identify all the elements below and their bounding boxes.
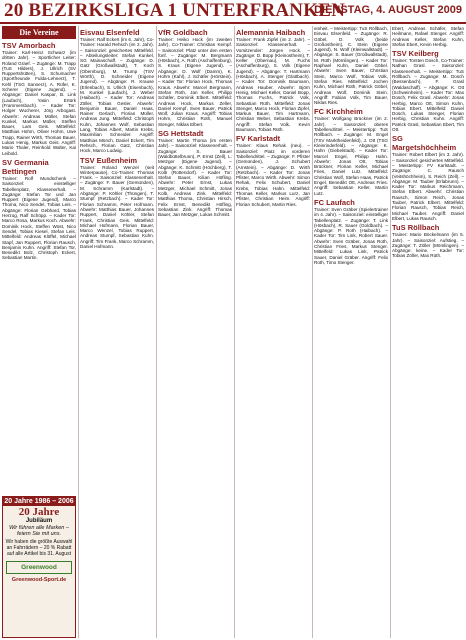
- ad-logo: Greenwood: [6, 561, 72, 574]
- club-roster: Ebert, Andreas Schäfer, Stefan Heilmann, Rafael Stenger. Angriff: Andreas Keller, Stefan Kuhn, Stefan Ebert, Kevin Herbig.: [392, 26, 464, 47]
- column-divider: [234, 26, 235, 638]
- column-divider: [390, 26, 391, 638]
- ad-slogan: Wir führen alle Marken – feiern Sie mit uns.: [9, 525, 69, 537]
- article-columns: [2, 26, 464, 638]
- ad-anniversary: Jubiläum: [25, 518, 53, 524]
- club-heading: FC Laufach: [314, 197, 355, 207]
- club-roster: Trainer: Rolf Mundschenk – Saisonziel: einstelliger Tabellenplatz, Klassenerhalt. – Zugänge: Stefan Tor und Jan Ruppert (Eigene Jugend), Marco Thoma, Nico Sendel, Tobias Leis. – Abgänge: Florian Gebhard, Tobias Herzog, Ralf Schöpp. – Kader Tor: Marco Rosa, Markus Koch. Abwehr: Dominik Hock, Steffen Wüst, Nico Sendel, Tobias Kiesel, Stefan Leis. Mittelfeld: Andreas Klöffel, Michael Stapf, Jan Ruppert, Florian Rausch, Benjamin Kuhn. Angriff: Stefan Tor, Benedikt Bolz, Christoph Eckert, Sebastian Martin.: [2, 175, 76, 261]
- column-1: [2, 26, 76, 638]
- club-heading: TSV Amorbach: [2, 41, 56, 50]
- club-heading: VfR Goldbach: [158, 28, 208, 37]
- club-heading: SV Germania Bettingen: [2, 157, 49, 176]
- club-heading: TSV Eußenheim: [80, 155, 138, 165]
- club-roster: Trainer: Ralf Eckert (im 6. Jahr), Co-Trainer: Harald Rehsch (im 2. Jahr). – Saisonziel: gesichertes Mittelfeld. – Abteilungsleiter: Stefan Kunkel, SG Mainaschaff. – Zugänge: D. Gatz (Großwallstadt), T. Koch (Obernburg), M. Trump (TSV Wörth), D. Schneider (Eigene Jugend). – Abgänge: R. Krause (Erlenbach), S. Ullrich (Eisenbach), M. Kunkel (Laufach), J. Weber (Haibach). – Kader Tor: Andreas Zöller, Tobias Gesler. Abwehr: Benjamin Bauer, Daniel Haas, Rainer Gerlach, Florian Müller, Andreas Jung. Mittelfeld: Christoph Kuhn, Johannes Wolf, Sebastian Lang, Tobias Albert, Martin Krebs, Maximilian Schneider. Angriff: Matthias Münch, Daniel Eckert, Tim Rehsch, Florian Gatz, Christian Hock, Marco Ludwig.: [80, 37, 154, 154]
- club-roster: Trainer: Klaus Rehak (neu). – Saisonziel: Platz im vorderen Tabellendrittel. – Zugänge: F. Pfister (Gemünden), J. Schubert (Arnstein). – Abgänge: D. Wirth (Retzbach). – Kader Tor: Jonas Pfister, Marco Wirth. Abwehr: Simon Rehak, Felix Schubert, Daniel Krebs, Tobias Hahn. Mittelfeld: Thomas Keller, Markus Lurz, Jan Pfister, Christian Heim. Angriff: Florian Schubert, Martin Ries.: [236, 143, 310, 207]
- column-3: [158, 26, 232, 638]
- club-heading: SG Margetshöchheim: [392, 134, 457, 153]
- section-kicker: Die Vereine: [2, 26, 76, 39]
- club-roster: einheit. – Meistertipp: TuS Röllbach, Eisvau Elsenfeld. – Zugänge: R. Göbel, D. Volk (beide Großostheim), C. Stein (Eigene Jugend), N. Wolf (Kleinwallstadt). – Abgänge: S. Bauer (Großwallstadt), M. Rüth (Mömlingen). – Kader Tor: Raphael Kuhn, Daniel Göbel. Abwehr: Sven Bauer, Christian Stein, Marco Wolf, Tobias Volk, Stefan Ries. Mittelfeld: Jochen Kuhn, Michael Rüth, Patrick Göbel, Andreas Wolf, Dominik Stein. Angriff: Fabian Volk, Tim Bauer, Niklas Ries.: [314, 26, 388, 106]
- ad-url[interactable]: Greenwood-Sport.de: [11, 577, 67, 583]
- club-heading: Eisvau Elsenfeld: [80, 28, 140, 37]
- club-roster: Trainer: Torsten Dosch, Co-Trainer: Nathan Grasl. – Saisonziel: Klassenerhalt. – Meistertipp: TuS Röllbach. – Zugänge: M. Dosch (Bessenbach), F. Grasl (Waldaschaff). – Abgänge: K. Ott (Schweinheim). – Kader Tor: Max Dosch, Felix Grasl. Abwehr: Jonas Herbig, Marco Ott, Simon Kuhn, Tobias Ebert. Mittelfeld: Daniel Dosch, Lukas Stenger, Florian Herbig, Christian Kuhn. Angriff: Patrick Grasl, Sebastian Ebert, Tim Ott.: [392, 58, 464, 133]
- issue-date: DIENSTAG, 4. AUGUST 2009: [314, 4, 462, 16]
- column-5: [314, 26, 388, 638]
- club-roster: Trainer: Wolfgang Brückner (im 2. Jahr). – Saisonziel: oberes Tabellendrittel. – Meistertipp: TuS Röllbach. – Zugänge: M. Engel (TSV Marktheidenfeld), J. Ott (TSG Kleinrinderfeld). – Abgänge: K. Hahn (Giebelstadt). – Kader Tor: Marcel Engel, Philipp Hahn. Abwehr: Jonas Ott, Tobias Brückner, Florian Keller, Michael Fries, Daniel Lutz. Mittelfeld: Christian Wolf, Stefan Haas, Patrick Engel, Benedikt Ott, Andreas Fries. Angriff: Sebastian Keller, Martin Lutz.: [314, 116, 388, 196]
- advertisement[interactable]: [2, 496, 76, 638]
- column-2: [80, 26, 154, 638]
- column-4: [236, 26, 310, 638]
- column-6: [392, 26, 464, 638]
- column-divider: [156, 26, 157, 638]
- club-roster: Trainer: Robert Elbert (im 3. Jahr). – Saisonziel: gesichertes Mittelfeld. – Meistertipp: FV Karlstadt. – Zugänge: C. Rausch (Veitshöchheim), S. Reich (Zell). – Abgänge: M. Tauber (Erlabrunn). – Kader Tor: Markus Reichmann, Stefan Elbert. Abwehr: Christian Rausch, Simon Reich, Jonas Tauber, Patrick Elbert. Mittelfeld: Florian Rausch, Tobias Reich, Michael Tauber. Angriff: Daniel Elbert, Lukas Rausch.: [392, 152, 464, 221]
- club-heading: FC Kirchheim: [314, 107, 363, 117]
- column-divider: [78, 26, 79, 638]
- club-roster: Trainer: Martin Thoma (im ersten Jahr). – Saisonziel: Klassenerhalt. – Zugänge: S. Bauer (Waldbüttelbrunn), P. Ernst (Zell), L. Metzger (Eigene Jugend). – Abgänge: K. Schmitt (Höchberg), T. Kolb (Rottendorf). – Kader Tor: Stefan Bauer, Kilian Höfling. Abwehr: Peter Ernst, Lukas Metzger, Michael Schmitt, Jonas Kolb, Andreas Zink. Mittelfeld: Matthias Thoma, Christian Hirsch, Felix Ernst, Benedikt Höfling, Sebastian Zink. Angriff: Thomas Bauer, Jan Metzger, Lukas Schmitt.: [158, 138, 232, 218]
- section-title: 20 BEZIRKSLIGA 1 UNTERFRANKEN: [4, 0, 345, 21]
- page-header: [0, 0, 466, 24]
- ad-offer: Wir haben die größte Auswahl an Fahrrädern – 20 % Rabatt auf alle Artikel bis 31. August: [5, 539, 73, 557]
- club-roster: Trainer: Heiko Hock (im zweiten Jahr), Co-Trainer: Christian Kempf. – Saisonziel: Platz unter den ersten fünf. – Zugänge: M. Bergmann (Hösbach), A. Roth (Aschaffenburg), S. Kraus (Eigene Jugend). – Abgänge: D. Wolf (Damm), K. Hohm (Kahl), J. Schäfer (Hörstein). – Kader Tor: Florian Hock, Thomas Kraus. Abwehr: Marcel Bergmann, Stefan Roth, Jan Keller, Philipp Schäfer, Dominik Elbert. Mittelfeld: Andreas Hock, Markus Zeller, Daniel Kempf, Sven Bauer, Patrick Wolf, Julian Kraus. Angriff: Tobias Hohm, Christian Roth, Manuel Stenger, Niklas Elbert.: [158, 37, 232, 127]
- club-roster: Trainer: Frank Zipfel (im 2. Jahr). – Saisonziel: Klassenerhalt. – Vorsitzender: Jürgen Hock. – Zugänge: D. Bopp (Kleinostheim), T. Keller (Obernau), M. Fuchs (Aschaffenburg), S. Volk (Eigene Jugend). – Abgänge: T. Hartmann (Hösbach), A. Stenger (Glattbach). – Kader Tor: Dominik Baumann, Andreas Hauber. Abwehr: Björn Henig, Michael Keller, Daniel Bopp, Thomas Fuchs, Patrick Volk, Sebastian Rüth. Mittelfeld: Jonas Stenger, Marco Hock, Florian Zipfel, Markus Bauer, Tim Hartmann, Christian Weber, Sebastian Krebs. Angriff: Stefan Volk, Kevin Baumann, Tobias Rüth.: [236, 37, 310, 133]
- club-heading: TSV Keilberg: [392, 49, 439, 59]
- club-roster: Trainer: Mario Böckelmann (im 5. Jahr). – Saisonziel: Aufstieg. – Zugänge: T. Zöller (Mömlingen). – Abgänge: keine. – Kader Tor: Tobias Zöller, Max Rüth.: [392, 232, 464, 259]
- club-heading: SG Hettstadt: [158, 129, 204, 139]
- column-divider: [312, 26, 313, 638]
- club-heading: TuS Röllbach: [392, 223, 440, 233]
- club-heading: FV Karlstadt: [236, 134, 281, 144]
- club-heading: Alemannia Haibach: [236, 28, 306, 37]
- ad-band: 20 Jahre 1986 – 2006: [4, 498, 74, 505]
- club-roster: Trainer: Roland Wenzel (seit Winterpause), Co-Trainer: Thomas Frank. – Saisonziel: Klassenerhalt. – Zugänge: F. Bauer (Gemünden), M. Schramm (Karlstadt). – Abgänge: P. Köhler (Thüngen), T. Stumpf (Retzbach). – Kader Tor: Florian Schramm, Peter Hofmann. Abwehr: Matthias Bauer, Johannes Ruppert, Daniel Köhler, Stefan Frank, Christian Geis. Mittelfeld: Michael Hofmann, Florian Bauer, Marco Wenzel, Tobias Ruppert, Andreas Stumpf, Sebastian Kuhn. Angriff: Tim Frank, Marco Schramm, Daniel Hofmann.: [80, 164, 154, 249]
- club-roster: Trainer: Karl-Heinz Schwarz (im dritten Jahr). – Sportlicher Leiter: Roland Graef. – Zugänge: M. Trapp (TuS Hilders), J. Ullrich (SV Ruppertshütten), S. Schumacher (Sportfreunde Fulda-Lehnerz), T. Kehl (TSG Sannerz), A. Rüfer, K. Scherer (Eigene Jugend). – Abgänge: Daniel Kaspar, B. Link (Laufach), Yasin Ertürk (Frammersbach). – Kader Tor: Holger Wucherer, Jörg Arbogast. Abwehr: Andreas Müller, Stefan Kunkel, Markus Müller, Steffen Bauer, Lars Geis. Mittelfeld: Matthias Hohm, Oliver Hohm, Uwe Trapp, Rainer Wirth, Thomas Bauer, Lukas Henig, Markus Geis. Angriff: Mario Thaler, Reinhold Walter, Kai Leibold.: [2, 50, 76, 156]
- club-roster: Trainer: Sven Gräber (Spielertrainer im 4. Jahr). – Saisonziel: einstelliger Tabellenplatz. – Zugänge: T. Link (Hösbach), R. Sauer (Goldbach). – Abgänge: P. Roth (Haibach). – Kader Tor: Tim Link, Robert Sauer. Abwehr: Sven Gräber, Jonas Roth, Christian Fries, Markus Stenger. Mittelfeld: Lukas Link, Patrick Sauer, Daniel Gräber. Angriff: Felix Roth, Timo Stenger.: [314, 206, 388, 265]
- ad-years: 20 Jahre: [18, 506, 60, 518]
